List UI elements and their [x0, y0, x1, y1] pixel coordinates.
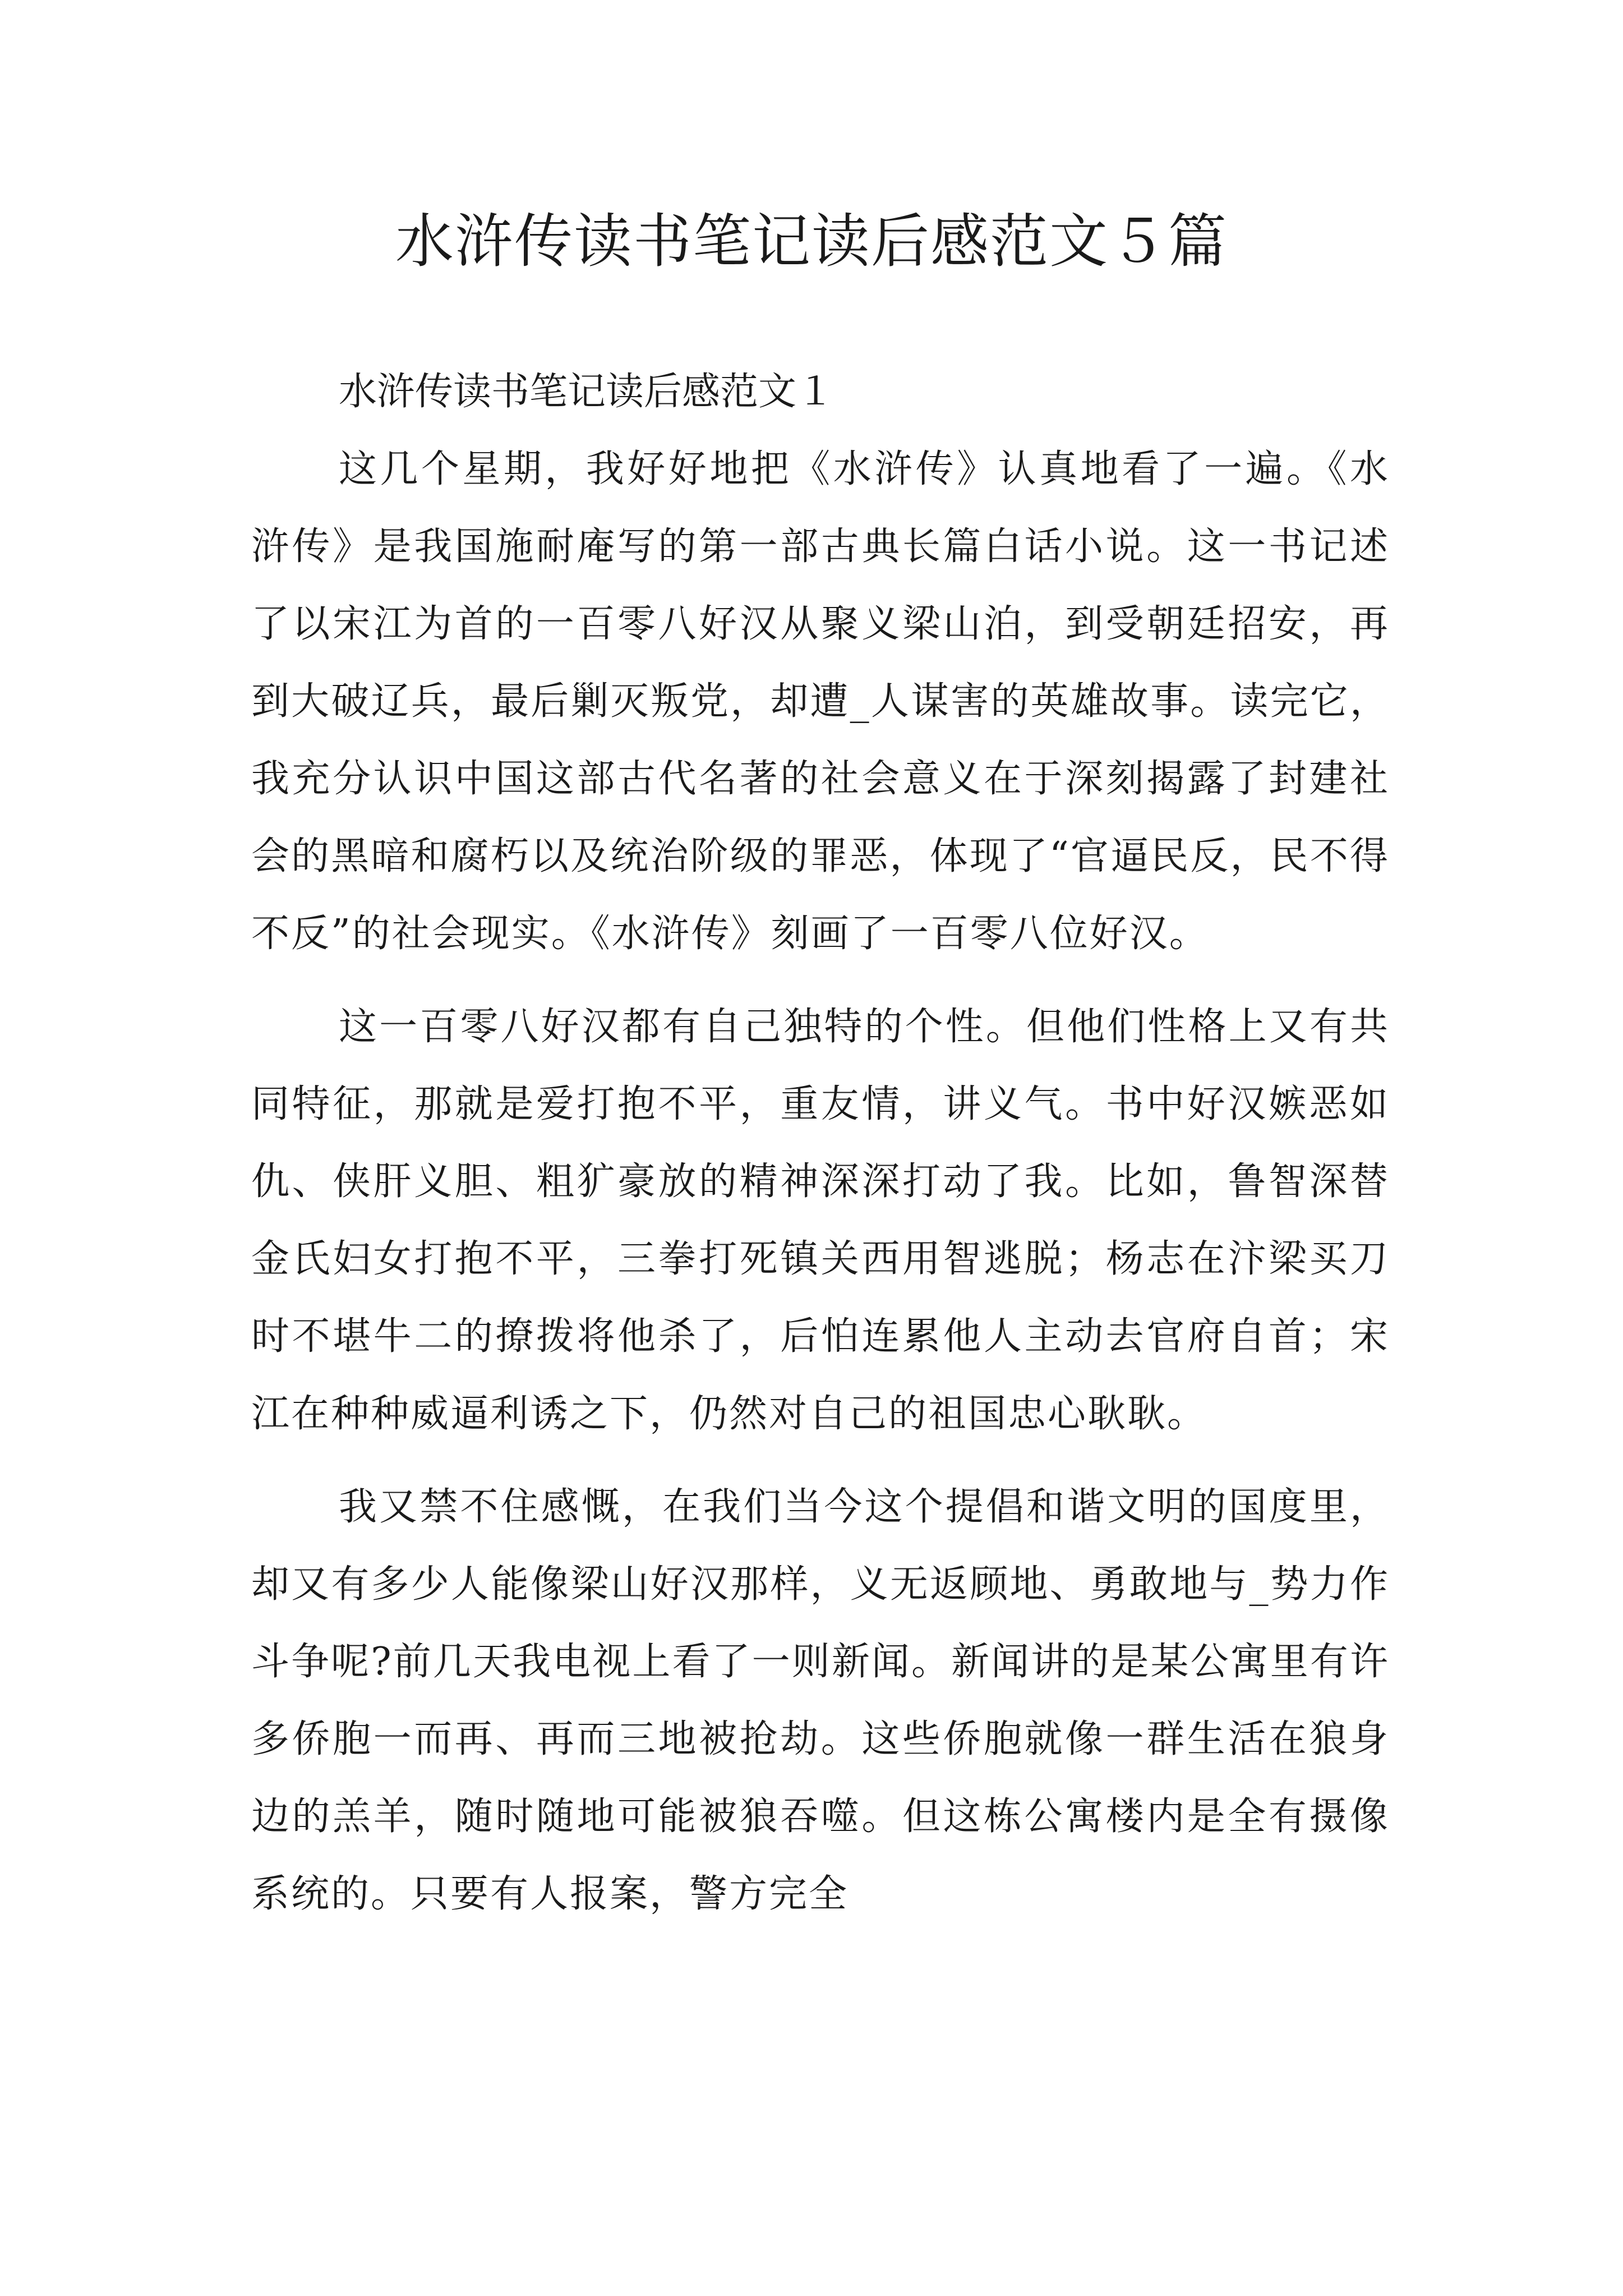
section-heading: 水浒传读书笔记读后感范文１	[339, 370, 835, 414]
document-body	[251, 353, 1390, 1949]
paragraph-1: 这几个星期，我好好地把《水浒传》认真地看了一遍。《水浒传》是我国施耐庵写的第一部古典长篇白话小说。这一书记述了以宋江为首的一百零八好汉从聚义梁山泊，到受朝廷招安，再到大破辽兵，最后剿灭叛党，却遭_人谋害的英雄故事。读完它，我充分认识中国这部古代名著的社会意义在于深刻揭露了封建社会的黑暗和腐朽以及统治阶级的罪恶，体现了“官逼民反，民不得不反”的社会现实。《水浒传》刻画了一百零八位好汉。	[251, 447, 1390, 956]
paragraph-2: 这一百零八好汉都有自己独特的个性。但他们性格上又有共同特征，那就是爱打抱不平，重友情，讲义气。书中好汉嫉恶如仇、侠肝义胆、粗犷豪放的精神深深打动了我。比如，鲁智深替金氏妇女打抱不平，三拳打死镇关西用智逃脱；杨志在汴梁买刀时不堪牛二的撩拨将他杀了，后怕连累他人主动去官府自首；宋江在种种威逼利诱之下，仍然对自己的祖国忠心耿耿。	[251, 1005, 1390, 1436]
paragraph-3: 我又禁不住感慨，在我们当今这个提倡和谐文明的国度里，却又有多少人能像梁山好汉那样，义无返顾地、勇敢地与_势力作斗争呢?前几天我电视上看了一则新闻。新闻讲的是某公寓里有许多侨胞一而再、再而三地被抢劫。这些侨胞就像一群生活在狼身边的羔羊，随时随地可能被狼吞噬。但这栋公寓楼内是全有摄像系统的。只要有人报案，警方完全	[251, 1485, 1390, 1916]
document-title: 水浒传读书笔记读后感范文５篇	[395, 207, 1228, 275]
